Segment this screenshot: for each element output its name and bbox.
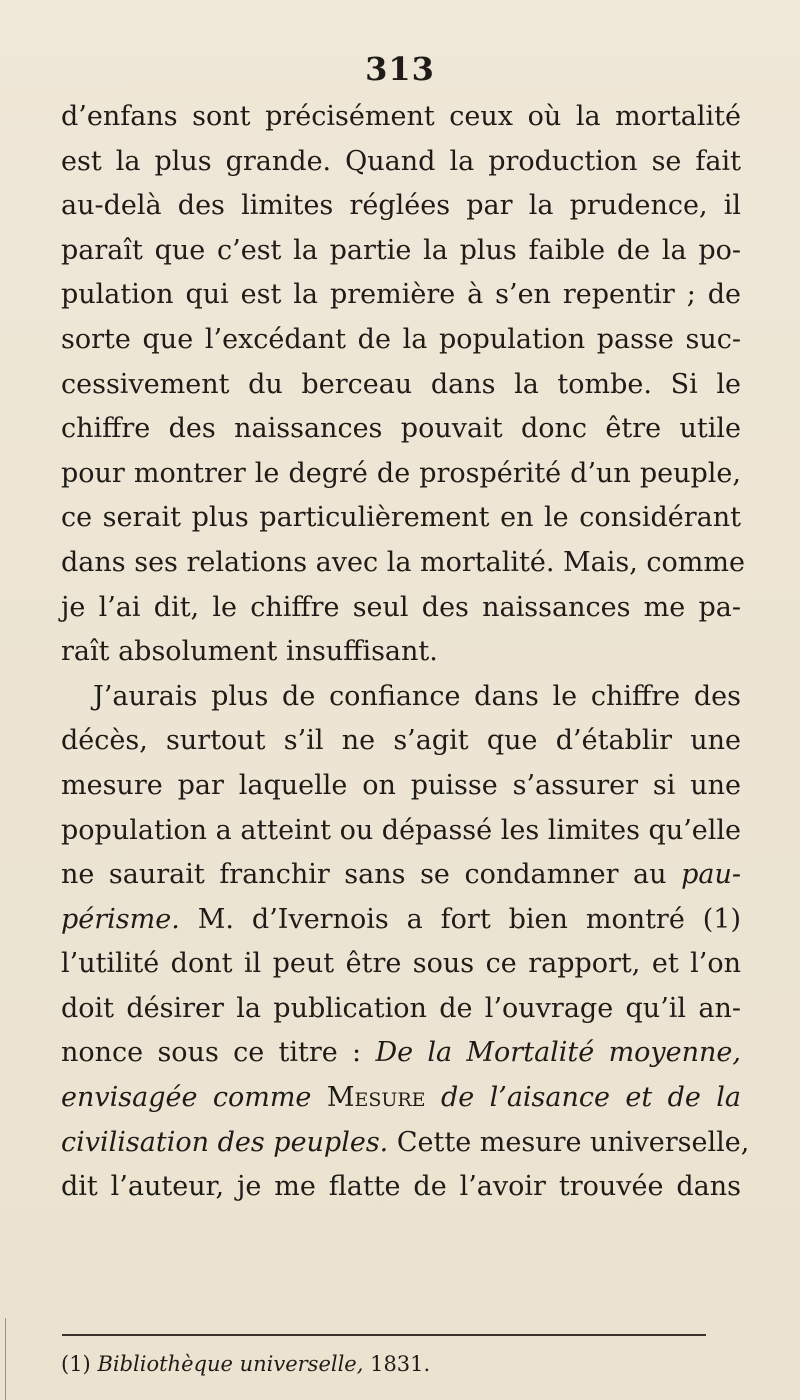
text-line-19-italic: périsme. <box>61 903 180 935</box>
text-line-24-regular: Cette mesure universelle, <box>388 1126 750 1158</box>
text-line-19 <box>61 898 741 943</box>
text-line-23-italic-after: de l’aisance et de la <box>425 1082 741 1114</box>
text-line-6: sorte que l’excédant de la population passe suc- <box>61 323 741 355</box>
text-line-22 <box>61 1031 741 1076</box>
text-line-15: décès, surtout s’il ne s’agit que d’établir une <box>61 725 741 757</box>
text-line-12: je l’ai dit, le chiffre seul des naissances me pa- <box>61 591 741 623</box>
text-line-18-regular: ne saurait franchir sans se condamner au <box>61 859 682 891</box>
text-line-25: dit l’auteur, je me flatte de l’avoir trouvée dans <box>61 1171 741 1203</box>
text-line-13: raît absolument insuffisant. <box>61 636 438 668</box>
text-line-16: mesure par laquelle on puisse s’assurer si une <box>61 769 741 801</box>
text-line-7: cessivement du berceau dans la tombe. Si le <box>61 368 741 400</box>
text-line-4: paraît que c’est la partie la plus faible de la po- <box>61 234 741 266</box>
footnote-divider <box>62 1334 706 1336</box>
text-line-20: l’utilité dont il peut être sous ce rapport, et l’on <box>61 948 741 980</box>
footnote <box>61 1350 741 1378</box>
footnote-marker: (1) <box>61 1352 91 1376</box>
text-line-22-italic: De la Mortalité moyenne, <box>375 1037 741 1069</box>
text-line-22-regular: nonce sous ce titre : <box>61 1037 376 1069</box>
text-line-23 <box>61 1076 741 1121</box>
footnote-year: 1831. <box>363 1352 431 1376</box>
text-line-18 <box>61 853 741 898</box>
text-line-11: dans ses relations avec la mortalité. Mais, comme <box>61 546 745 578</box>
text-line-8: chiffre des naissances pouvait donc être utile <box>61 413 741 445</box>
body-text <box>61 95 750 1210</box>
text-line-3: au-delà des limites réglées par la prudence, il <box>61 190 741 222</box>
text-line-18-italic: pau- <box>681 859 741 891</box>
text-line-23-small-caps: Mesure <box>326 1082 426 1114</box>
page-number: 313 <box>365 50 435 88</box>
text-line-5: pulation qui est la première à s’en repentir ; de <box>61 279 741 311</box>
text-line-24 <box>61 1121 750 1166</box>
text-line-17: population a atteint ou dépassé les limites qu’elle <box>61 814 742 846</box>
text-line-1: d’enfans sont précisément ceux où la mortalité <box>61 101 741 132</box>
left-margin-mark <box>5 1318 6 1400</box>
text-line-21: doit désirer la publication de l’ouvrage qu’il an- <box>61 992 741 1024</box>
text-line-24-italic: civilisation des peuples. <box>61 1126 389 1158</box>
text-line-14: J’aurais plus de confiance dans le chiffre des <box>93 680 741 712</box>
text-line-9: pour montrer le degré de prospérité d’un peuple, <box>61 457 741 489</box>
footnote-title: Bibliothèque universelle, <box>97 1352 364 1376</box>
text-line-10: ce serait plus particulièrement en le considérant <box>61 502 741 534</box>
text-line-2: est la plus grande. Quand la production se fait <box>61 145 741 177</box>
text-line-19-regular: M. d’Ivernois a fort bien montré (1) <box>179 903 741 935</box>
text-line-23-italic-before: envisagée comme <box>61 1082 327 1114</box>
